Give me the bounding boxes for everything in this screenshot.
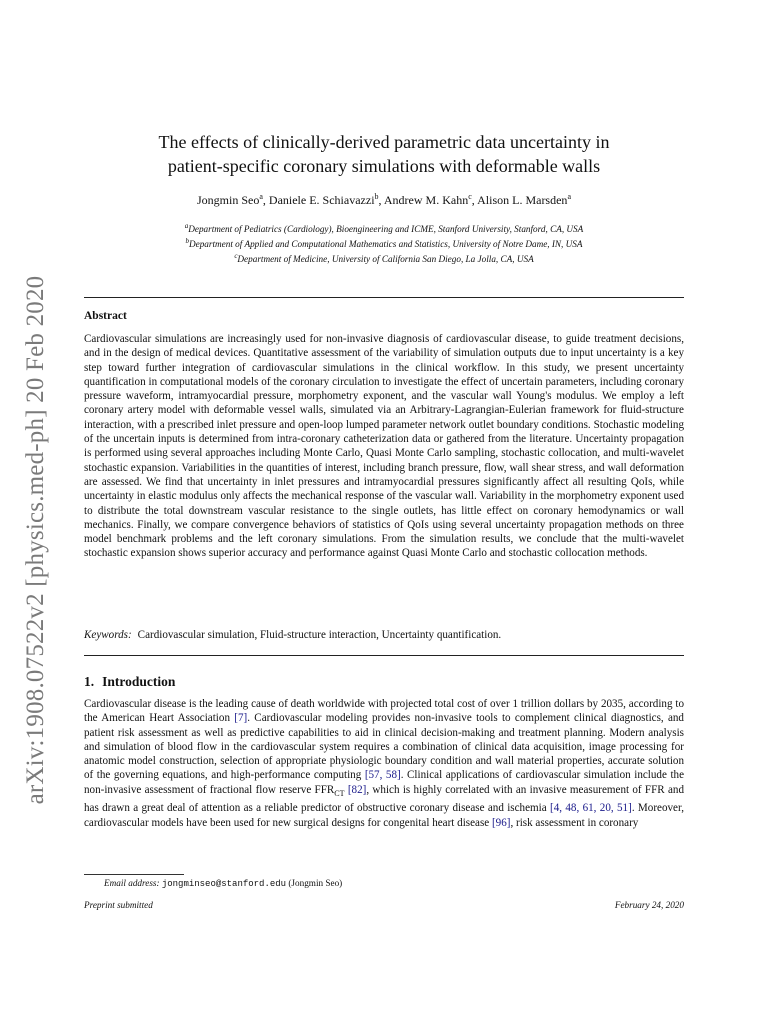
- abstract-bottom-rule: [84, 655, 684, 656]
- section-title: Introduction: [102, 674, 176, 689]
- footnote-email[interactable]: jongminseo@stanford.edu: [161, 879, 287, 889]
- section-number: 1.: [84, 674, 95, 689]
- author: Jongmin Seo$^a$,: [197, 192, 269, 207]
- footnote-name: (Jongmin Seo): [288, 878, 343, 888]
- citation-link[interactable]: [57, 58]: [364, 769, 401, 782]
- paper-title: [84, 130, 684, 178]
- abstract-heading: Abstract: [84, 310, 127, 322]
- section-heading-introduction: [84, 674, 175, 690]
- keywords-text: Cardiovascular simulation, Fluid-structure interaction, Uncertainty quantification.: [137, 629, 502, 641]
- keywords: [84, 629, 684, 641]
- abstract-top-rule: [84, 297, 684, 298]
- author-list: [84, 192, 684, 208]
- title-line-1: The effects of clinically-derived parametric data uncertainty in: [158, 132, 610, 152]
- title-line-2: patient-specific coronary simulations with deformable walls: [167, 156, 601, 176]
- citation-link[interactable]: [96]: [491, 816, 511, 829]
- footnote-label: Email address:: [104, 878, 160, 888]
- footnote-rule: [84, 874, 184, 875]
- footer-preprint: Preprint submitted: [84, 900, 153, 910]
- affiliations: [84, 220, 684, 265]
- citation-link[interactable]: [82]: [347, 783, 367, 796]
- citation-link[interactable]: [7]: [234, 712, 248, 725]
- keywords-label: Keywords:: [84, 629, 132, 641]
- footnote: [104, 878, 342, 889]
- author: Andrew M. Kahn$^c$,: [383, 192, 478, 207]
- author: Daniele E. Schiavazzi$^b$,: [268, 192, 384, 207]
- introduction-body: Cardiovascular disease is the leading cause of death worldwide with projected total cost of over 1 trillion dollars by 2035, according to the American Heart Association [7]. Cardiovascular modeling provides non-invasive tools to complement clinical diagnostics, and patient risk assessment as well as predictive capabilities to aid in clinical decision-making and treatment planning. Modern analysis and simulation of blood flow in the cardiovascular system requires a combination of clinical data acquisition, image processing for anatomic model construction, selection of appropriate physiologic boundary condition and wall material properties, accurate solution of the governing equations, and high-performance computing [57, 58]. Clinical applications of cardiovascular simulation include the non-invasive assessment of fractional flow reserve $FFR_{CT}$ [82], which is highly correlated with an invasive measurement of FFR and has drawn a great deal of attention as a reliable predictor of obstructive coronary disease and ischemia [4, 48, 61, 20, 51]. Moreover, cardiovascular models have been used for new surgical designs for congenital heart disease [96], risk assessment in coronary: [84, 698, 685, 829]
- arxiv-stamp-text: arXiv:1908.07522v2 [physics.med-ph] 20 Feb 2020: [22, 275, 49, 805]
- footer-date: February 24, 2020: [614, 900, 684, 910]
- affiliation: $^a$Department of Pediatrics (Cardiology), Bioengineering and ICME, Stanford University, Stanford, CA, USA: [184, 222, 584, 235]
- affiliation: $^b$Department of Applied and Computational Mathematics and Statistics, University of Notre Dame, IN, USA: [185, 237, 583, 250]
- author: Alison L. Marsden$^a$: [477, 192, 571, 207]
- abstract-body: Cardiovascular simulations are increasingly used for non-invasive diagnosis of cardiovascular disease, to guide treatment decisions, and in the design of medical devices. Quantitative assessment of the variability of simulation outputs due to input uncertainty is a key step toward further integration of cardiovascular simulations in the clinical workflow. In this study, we present uncertainty quantification in computational models of the coronary circulation to investigate the effect of uncertain parameters, including coronary pressure waveform, intramyocardial pressure, morphometry exponent, and the vascular wall Young's modulus. We employ a left coronary artery model with deformable vessel walls, simulated via an Arbitrary-Lagrangian-Eulerian framework for fluid-structure interaction, with a prescribed inlet pressure and open-loop lumped parameter network outlet boundary conditions. Stochastic modeling of the uncertain inputs is determined from intra-coronary catheterization data or gathered from the literature. Uncertainty propagation is performed using several approaches including Monte Carlo, Quasi Monte Carlo sampling, stochastic collocation, and multi-wavelet stochastic expansion. Variabilities in the quantities of interest, including branch pressure, flow, wall shear stress, and wall deformation are assessed. We find that uncertainty in inlet pressures and intramyocardial pressures significantly affect all resulting QoIs, while uncertainty in elastic modulus only affects the mechanical response of the vascular wall. Variability in the morphometry exponent used to distribute the total downstream vascular resistance to the single outlets, has little effect on coronary hemodynamics or wall mechanics. Finally, we compare convergence behaviors of statistics of QoIs using several uncertainty propagation methods on three model benchmark problems and the left coronary simulations. From the simulation results, we conclude that the multi-wavelet stochastic expansion shows superior accuracy and performance against Quasi Monte Carlo and stochastic collocation methods.: [84, 333, 684, 560]
- citation-link[interactable]: [4, 48, 61, 20, 51]: [550, 802, 632, 815]
- affiliation: $^c$Department of Medicine, University of California San Diego, La Jolla, CA, USA: [234, 252, 534, 265]
